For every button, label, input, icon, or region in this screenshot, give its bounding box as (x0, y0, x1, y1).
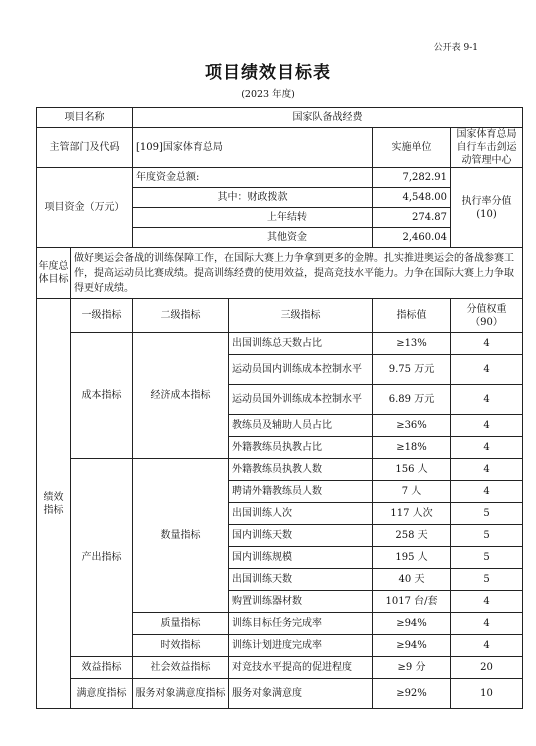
goal-text: 做好奥运会备战的训练保障工作，在国际大赛上力争拿到更多的金牌。扎实推进奥运会的备战参赛工作，提高运动员比赛成绩。提高训练经费的使用效益，提高竞技水平能力。力争在国际大赛上力争取得更好成绩。 (71, 248, 523, 299)
indicator-value: 6.89 万元 (373, 385, 451, 415)
indicator-name: 训练计划进度完成率 (229, 635, 373, 657)
table-row (37, 333, 523, 355)
funds-carry-label: 上年结转 (133, 208, 373, 228)
dept-label: 主管部门及代码 (37, 128, 133, 168)
indicator-value: ≥36% (373, 415, 451, 437)
performance-target-table (36, 107, 523, 709)
indicator-weight: 4 (451, 481, 523, 503)
indicator-name: 国内训练规模 (229, 547, 373, 569)
indicator-value: ≥94% (373, 613, 451, 635)
indicator-value: 117 人次 (373, 503, 451, 525)
indicator-value: 195 人 (373, 547, 451, 569)
table-row (37, 128, 523, 168)
indicator-weight: 5 (451, 569, 523, 591)
header-value: 指标值 (373, 299, 451, 333)
indicator-value: ≥9 分 (373, 657, 451, 679)
indicator-weight: 4 (451, 635, 523, 657)
indicator-value: 7 人 (373, 481, 451, 503)
header-weight: 分值权重（90） (451, 299, 523, 333)
indicator-weight: 4 (451, 591, 523, 613)
indicator-name: 训练目标任务完成率 (229, 613, 373, 635)
table-row (37, 679, 523, 709)
indicator-weight: 5 (451, 525, 523, 547)
indicator-name: 外籍教练员执教人数 (229, 459, 373, 481)
indicator-name: 运动员国内训练成本控制水平 (229, 355, 373, 385)
indicator-value: 258 天 (373, 525, 451, 547)
indicator-name: 聘请外籍教练员人数 (229, 481, 373, 503)
dept-value: [109]国家体育总局 (133, 128, 373, 168)
indicator-weight: 4 (451, 333, 523, 355)
benefit-level2: 社会效益指标 (133, 657, 229, 679)
year-label: (2023 年度) (241, 89, 295, 100)
indicator-weight: 4 (451, 415, 523, 437)
project-name-value: 国家队备战经费 (133, 108, 523, 128)
funds-other-label: 其他资金 (133, 228, 373, 248)
exec-rate-label: 执行率分值(10) (451, 168, 523, 248)
unit-label: 实施单位 (373, 128, 451, 168)
time-label: 时效指标 (133, 635, 229, 657)
header-level3: 三级指标 (229, 299, 373, 333)
indicator-weight: 4 (451, 459, 523, 481)
indicator-name: 服务对象满意度 (229, 679, 373, 709)
cost-level1: 成本指标 (71, 333, 133, 459)
table-row (37, 108, 523, 128)
funds-total-label: 年度资金总额: (133, 168, 373, 188)
indicator-value: ≥13% (373, 333, 451, 355)
goal-label: 年度总体目标 (37, 248, 71, 299)
indicator-value: 1017 台/套 (373, 591, 451, 613)
funds-label: 项目资金（万元） (37, 168, 133, 248)
table-row (37, 299, 523, 333)
indicator-value: ≥92% (373, 679, 451, 709)
satisfaction-level1: 满意度指标 (71, 679, 133, 709)
indicator-value: 156 人 (373, 459, 451, 481)
indicator-name: 外籍教练员执教占比 (229, 437, 373, 459)
indicator-name: 教练员及辅助人员占比 (229, 415, 373, 437)
header-level1: 一级指标 (71, 299, 133, 333)
indicator-name: 运动员国外训练成本控制水平 (229, 385, 373, 415)
indicator-value: ≥94% (373, 635, 451, 657)
indicator-name: 出国训练天数 (229, 569, 373, 591)
output-level1: 产出指标 (71, 459, 133, 657)
cost-level2: 经济成本指标 (133, 333, 229, 459)
funds-carry-value: 274.87 (373, 208, 451, 228)
quantity-label: 数量指标 (133, 459, 229, 613)
indicator-weight: 4 (451, 355, 523, 385)
perf-label: 绩效指标 (37, 299, 71, 709)
indicator-name: 国内训练天数 (229, 525, 373, 547)
form-number: 公开表 9-1 (433, 43, 478, 53)
indicator-name: 出国训练总天数占比 (229, 333, 373, 355)
benefit-level1: 效益指标 (71, 657, 133, 679)
indicator-name: 出国训练人次 (229, 503, 373, 525)
funds-fiscal-value: 4,548.00 (373, 188, 451, 208)
table-row (37, 248, 523, 299)
indicator-name: 对竞技水平提高的促进程度 (229, 657, 373, 679)
indicator-weight: 5 (451, 547, 523, 569)
table-row (37, 168, 523, 188)
indicator-weight: 10 (451, 679, 523, 709)
indicator-weight: 20 (451, 657, 523, 679)
page-title: 项目绩效目标表 (205, 63, 331, 83)
satisfaction-level2: 服务对象满意度指标 (133, 679, 229, 709)
project-name-label: 项目名称 (37, 108, 133, 128)
unit-value: 国家体育总局自行车击剑运动管理中心 (451, 128, 523, 168)
indicator-weight: 4 (451, 613, 523, 635)
header-level2: 二级指标 (133, 299, 229, 333)
indicator-value: 9.75 万元 (373, 355, 451, 385)
funds-other-value: 2,460.04 (373, 228, 451, 248)
indicator-weight: 5 (451, 503, 523, 525)
table-row (37, 459, 523, 481)
indicator-weight: 4 (451, 437, 523, 459)
indicator-weight: 4 (451, 385, 523, 415)
funds-total-value: 7,282.91 (373, 168, 451, 188)
funds-fiscal-label: 其中：财政拨款 (133, 188, 373, 208)
quality-label: 质量指标 (133, 613, 229, 635)
table-row (37, 657, 523, 679)
indicator-name: 购置训练器材数 (229, 591, 373, 613)
indicator-value: 40 天 (373, 569, 451, 591)
indicator-value: ≥18% (373, 437, 451, 459)
